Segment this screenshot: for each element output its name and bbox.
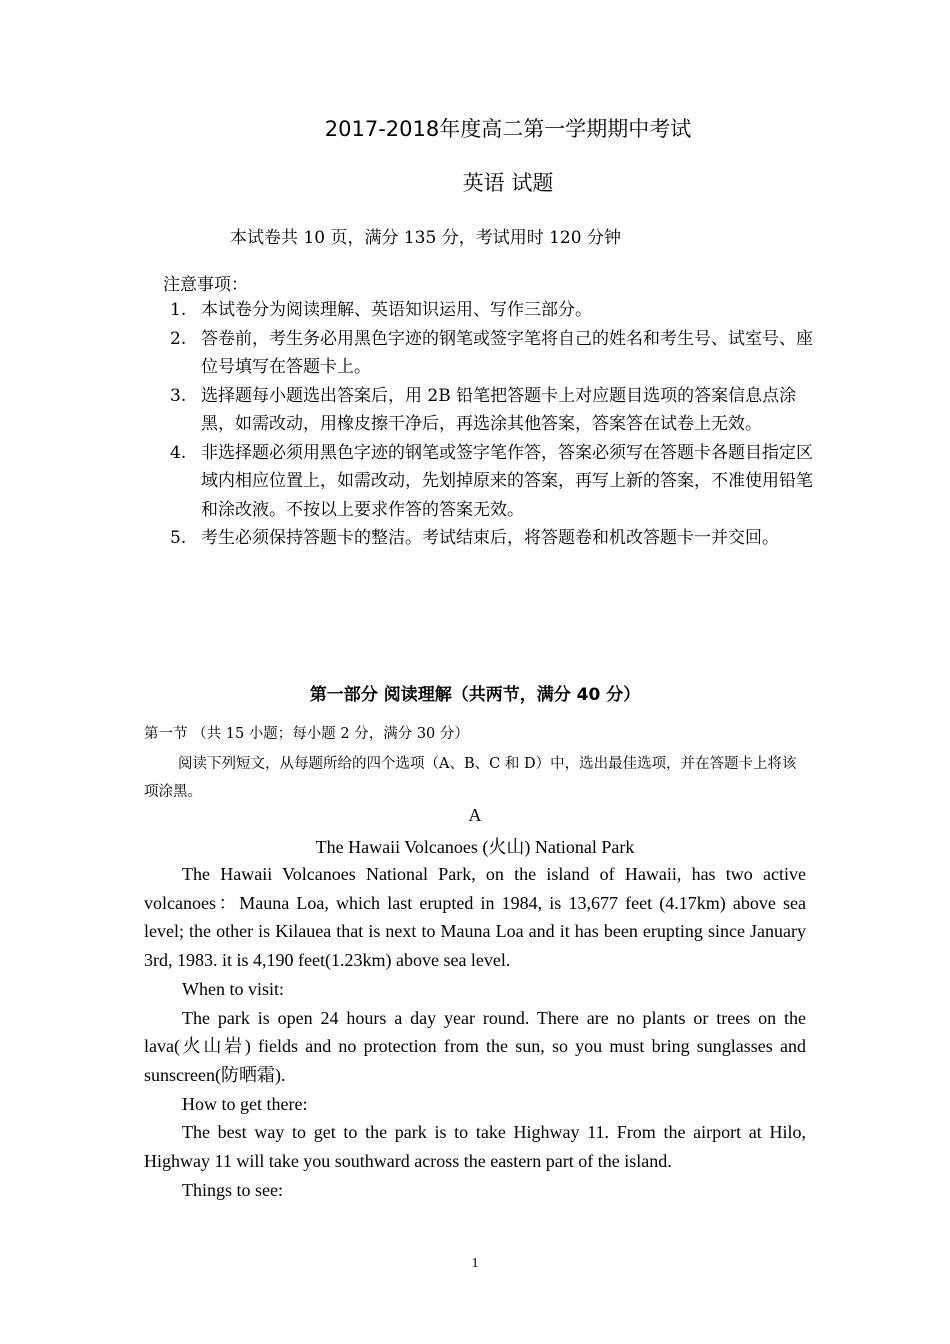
note-item [165, 524, 815, 553]
exam-title: 2017-2018年度高二第一学期期中考试 [324, 117, 692, 141]
passage-paragraph: The best way to get to the park is to take Highway 11. From the airport at Hilo, Highway 11 will take you southward across the eastern part of the island. [144, 1122, 806, 1172]
section-directions: 阅读下列短文，从每题所给的四个选项（A、B、C 和 D）中，选出最佳选项，并在答题卡上将该项涂黑。 [144, 756, 797, 800]
note-number: 3. [170, 385, 187, 406]
note-text: 答卷前，考生务必用黑色字迹的钢笔或签字笔将自己的姓名和考生号、试室号、座位号填写在答题卡上。 [201, 328, 813, 377]
note-item [165, 439, 815, 525]
passage-body [144, 860, 806, 1204]
passage-paragraph: The park is open 24 hours a day year round. There are no plants or trees on the lava(火山岩) fields and no protection from the sun, so you must bring sunglasses and sunscreen(防晒霜). [144, 1007, 806, 1085]
note-item [165, 296, 815, 325]
note-number: 2. [170, 328, 187, 349]
note-text: 选择题每小题选出答案后，用 2B 铅笔把答题卡上对应题目选项的答案信息点涂黑，如需改动，用橡皮擦干净后，再选涂其他答案，答案答在试卷上无效。 [201, 385, 797, 434]
note-text: 本试卷分为阅读理解、英语知识运用、写作三部分。 [201, 300, 592, 320]
page-number: 1 [471, 1256, 479, 1271]
exam-intro: 本试卷共 10 页，满分 135 分，考试用时 120 分钟 [230, 228, 621, 248]
exam-subtitle: 英语 试题 [462, 171, 554, 195]
notes-list [165, 296, 815, 553]
passage-subheading: When to visit: [182, 978, 284, 999]
note-item [165, 382, 815, 439]
passage-subheading: How to get there: [182, 1093, 308, 1114]
part-one-title: 第一部分 阅读理解（共两节，满分 40 分） [309, 685, 641, 705]
note-number: 4. [170, 442, 187, 463]
note-text: 非选择题必须用黑色字迹的钢笔或签字笔作答，答案必须写在答题卡各题目指定区域内相应位置上，如需改动，先划掉原来的答案，再写上新的答案，不准使用铅笔和涂改液。不按以上要求作答的答案无效。 [201, 442, 813, 520]
passage-letter: A [468, 805, 482, 825]
notes-heading: 注意事项： [163, 275, 248, 295]
section-one-heading: 第一节 （共 15 小题；每小题 2 分，满分 30 分） [144, 726, 469, 742]
note-number: 5. [170, 528, 187, 548]
note-number: 1. [170, 300, 187, 320]
passage-subheading: Things to see: [182, 1179, 283, 1200]
note-text: 考生必须保持答题卡的整洁。考试结束后，将答题卷和机改答题卡一并交回。 [201, 528, 779, 548]
passage-paragraph: The Hawaii Volcanoes National Park, on the island of Hawaii, has two active volcanoes：Mauna Loa, which last erupted in 1984, is 13,677 feet (4.17km) above sea level; the other is Kilauea that is next to Mauna Loa and it has been erupting since January 3rd, 1983. it is 4,190 feet(1.23km) above sea level. [144, 864, 806, 971]
note-item [165, 325, 815, 382]
passage-title: The Hawaii Volcanoes (火山) National Park [315, 837, 635, 857]
